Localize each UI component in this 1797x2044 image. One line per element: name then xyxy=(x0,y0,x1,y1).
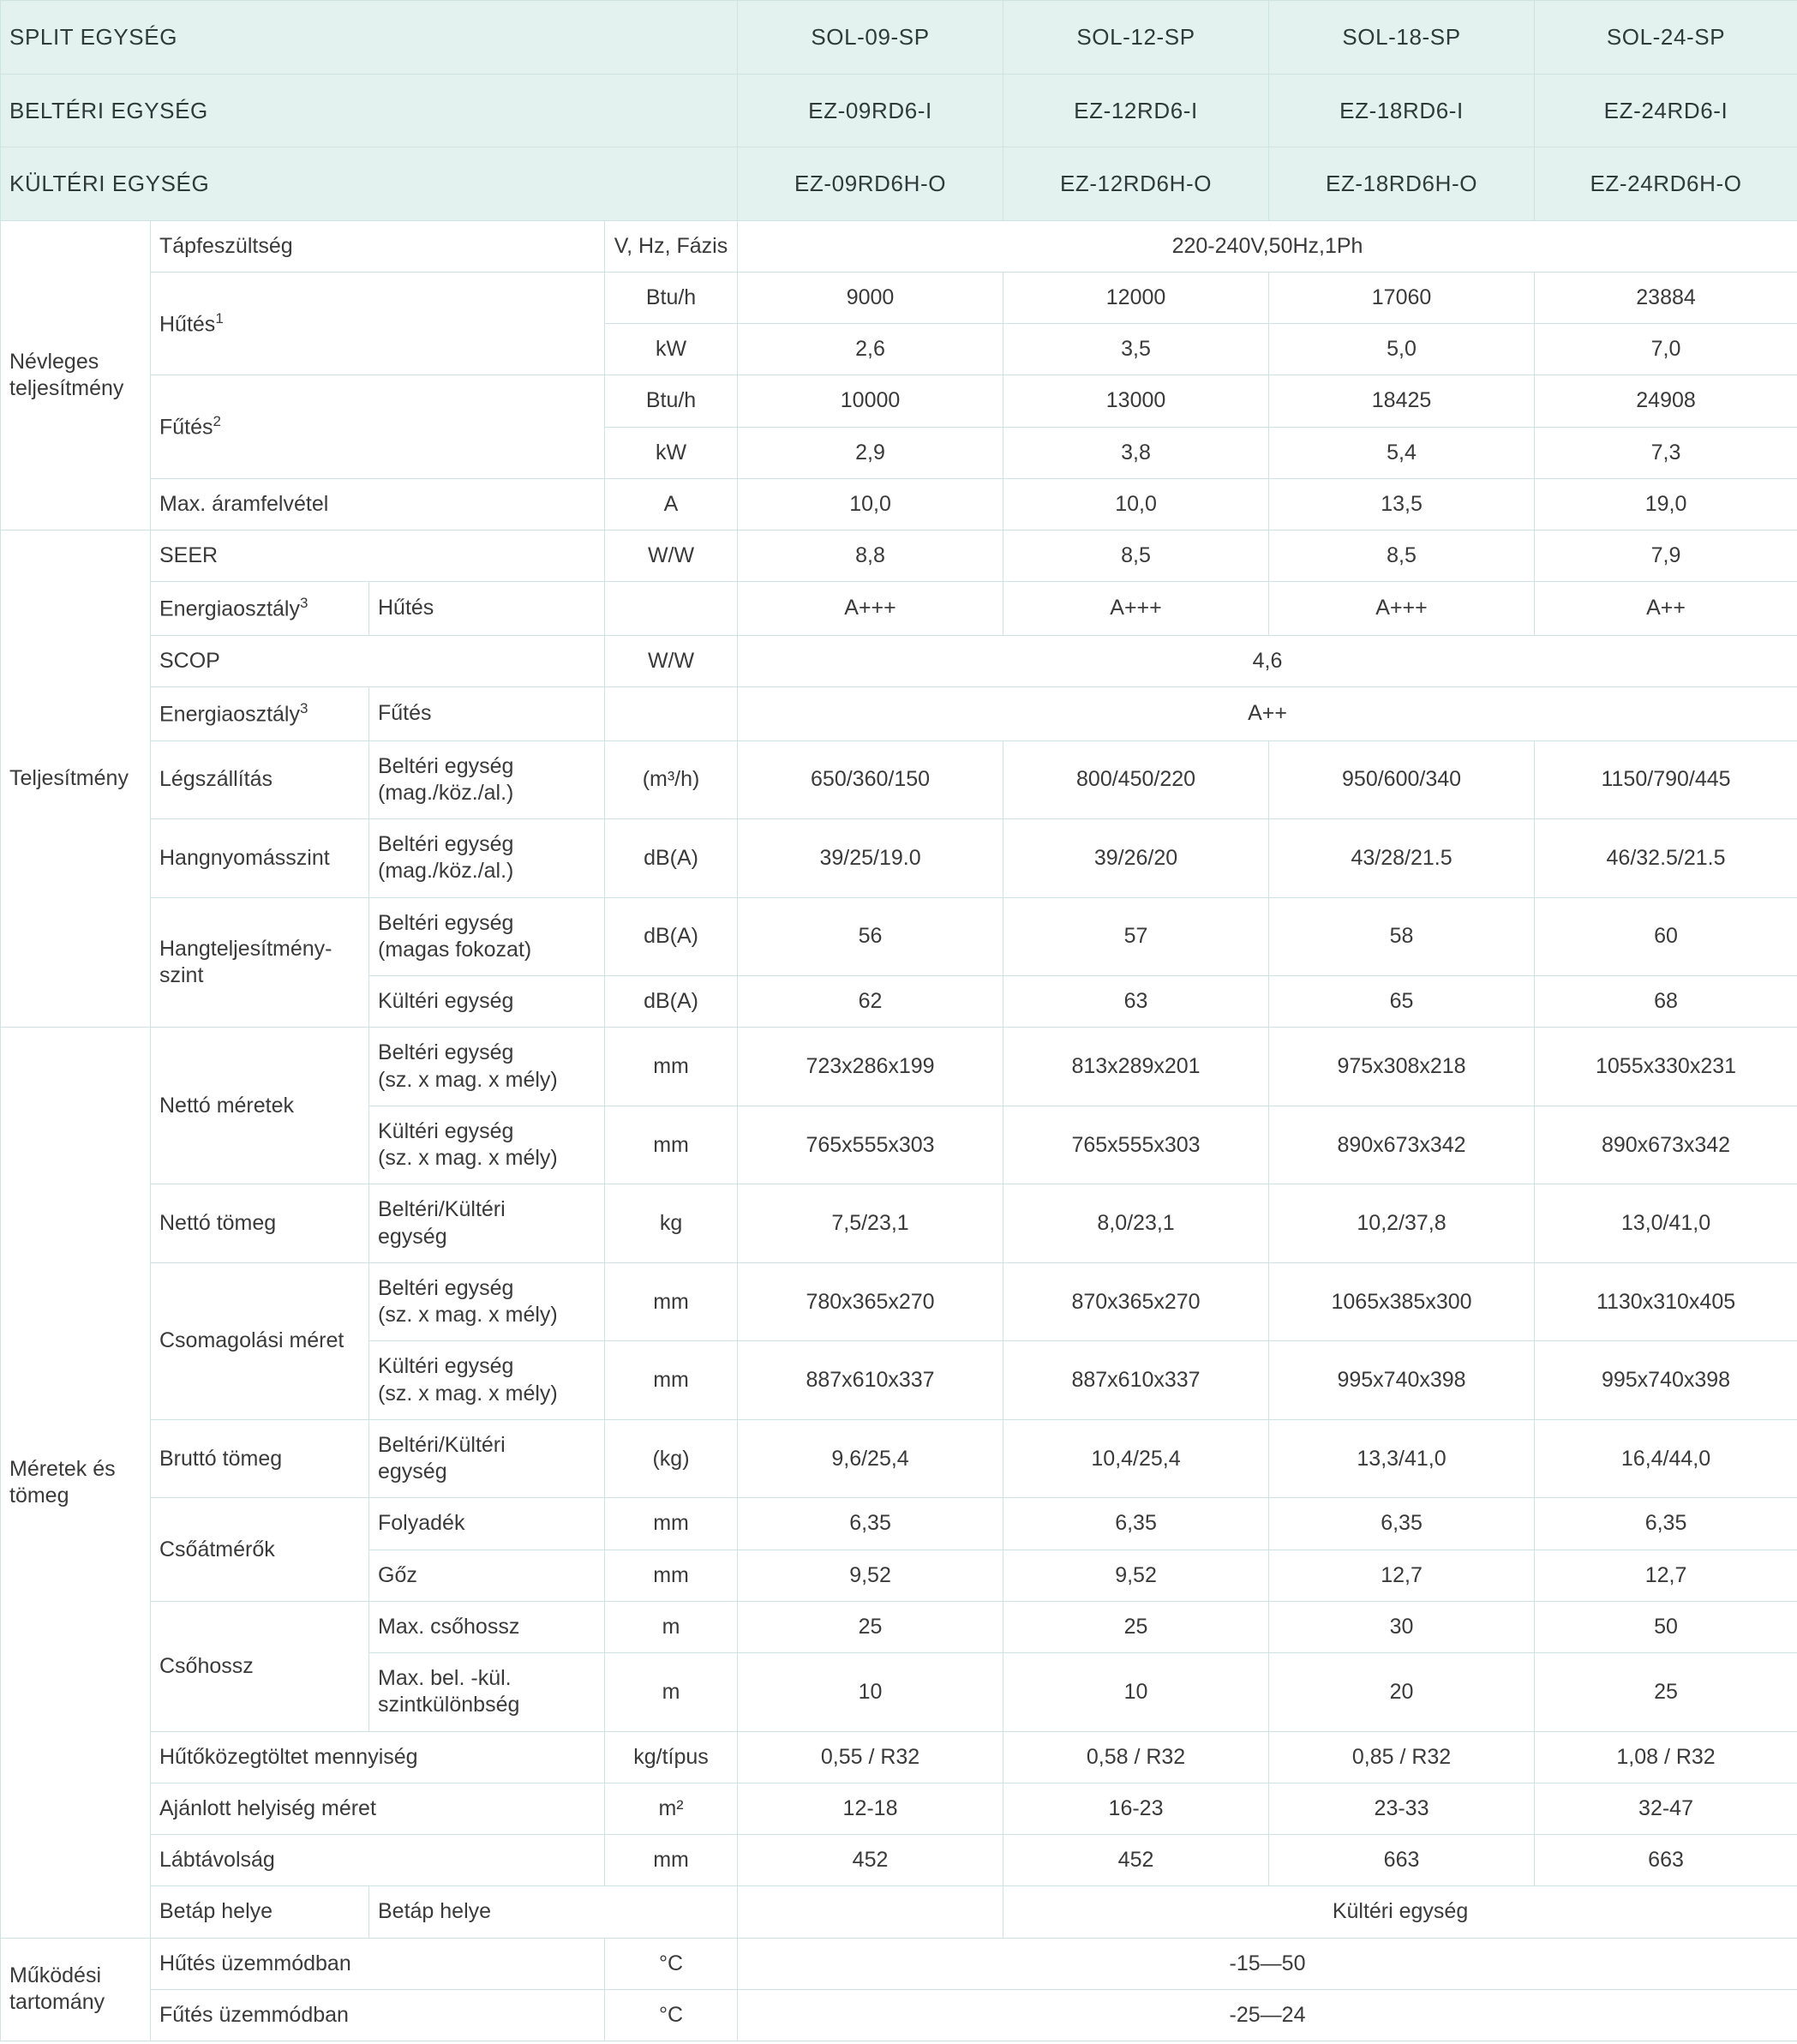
subparam-gross-weight-line1: Beltéri/Kültéri xyxy=(378,1432,506,1457)
value-packaging-outdoor-4: 995x740x398 xyxy=(1535,1341,1797,1420)
header-model-split-2: SOL-12-SP xyxy=(1003,1,1269,75)
param-sound-pressure: Hangnyomásszint xyxy=(151,819,369,898)
unit-sound-power-indoor: dB(A) xyxy=(605,897,738,976)
value-energy-class-cooling-4: A++ xyxy=(1535,582,1797,636)
subparam-air-flow xyxy=(369,740,605,819)
value-sound-power-indoor-2: 57 xyxy=(1003,897,1269,976)
subparam-gross-weight-line2: egység xyxy=(378,1460,447,1484)
value-net-dimensions-outdoor-1: 765x555x303 xyxy=(738,1106,1003,1184)
value-room-size-2: 16-23 xyxy=(1003,1783,1269,1834)
subparam-packaging-outdoor xyxy=(369,1341,605,1420)
value-packaging-outdoor-3: 995x740x398 xyxy=(1269,1341,1535,1420)
param-foot-distance: Lábtávolság xyxy=(151,1835,605,1886)
row-gross-weight xyxy=(1,1419,1797,1498)
value-heating-kw-3: 5,4 xyxy=(1269,427,1535,478)
unit-cooling-operating-range: °C xyxy=(605,1938,738,1989)
param-refrigerant-charge: Hűtőközegtöltet mennyiség xyxy=(151,1731,605,1783)
value-pipe-length-max-4: 50 xyxy=(1535,1601,1797,1652)
subparam-net-dimensions-outdoor xyxy=(369,1106,605,1184)
param-energy-class-heating-label: Energiaosztály xyxy=(159,702,300,727)
value-seer-2: 8,5 xyxy=(1003,530,1269,582)
param-energy-class-cooling-label: Energiaosztály xyxy=(159,596,300,621)
value-heating-btu-4: 24908 xyxy=(1535,375,1797,427)
subparam-sound-power-indoor-line1: Beltéri egység xyxy=(378,910,514,935)
value-air-flow-1: 650/360/150 xyxy=(738,740,1003,819)
value-sound-pressure-2: 39/26/20 xyxy=(1003,819,1269,898)
row-supply-voltage xyxy=(1,220,1797,272)
param-energy-class-heating xyxy=(151,687,369,741)
unit-pipe-diameter-gas: mm xyxy=(605,1549,738,1601)
unit-net-dimensions-indoor: mm xyxy=(605,1028,738,1106)
param-heating-operating-range: Fűtés üzemmódban xyxy=(151,1989,605,2041)
unit-heating-kw: kW xyxy=(605,427,738,478)
value-pipe-diameter-gas-4: 12,7 xyxy=(1535,1549,1797,1601)
value-packaging-indoor-4: 1130x310x405 xyxy=(1535,1262,1797,1341)
value-packaging-indoor-2: 870x365x270 xyxy=(1003,1262,1269,1341)
subparam-pipe-diameter-gas: Gőz xyxy=(369,1549,605,1601)
param-energy-class-cooling xyxy=(151,582,369,636)
value-packaging-indoor-1: 780x365x270 xyxy=(738,1262,1003,1341)
value-supply-voltage: 220-240V,50Hz,1Ph xyxy=(738,220,1797,272)
param-energy-class-cooling-footnote: 3 xyxy=(299,595,308,612)
value-energy-class-cooling-2: A+++ xyxy=(1003,582,1269,636)
value-room-size-4: 32-47 xyxy=(1535,1783,1797,1834)
unit-pipe-length-max: m xyxy=(605,1601,738,1652)
unit-scop: W/W xyxy=(605,635,738,686)
value-gross-weight-4: 16,4/44,0 xyxy=(1535,1419,1797,1498)
subparam-pipe-height-difference xyxy=(369,1653,605,1732)
value-max-current-4: 19,0 xyxy=(1535,478,1797,530)
param-heating xyxy=(151,375,605,479)
header-label-split: SPLIT EGYSÉG xyxy=(1,1,738,75)
header-model-outdoor-1: EZ-09RD6H-O xyxy=(738,147,1003,221)
value-air-flow-4: 1150/790/445 xyxy=(1535,740,1797,819)
value-sound-power-outdoor-2: 63 xyxy=(1003,976,1269,1028)
value-net-weight-2: 8,0/23,1 xyxy=(1003,1184,1269,1263)
subparam-sound-pressure-line2: (mag./köz./al.) xyxy=(378,859,514,884)
param-net-weight: Nettó tömeg xyxy=(151,1184,369,1263)
subparam-sound-pressure-line1: Beltéri egység xyxy=(378,832,514,857)
unit-max-current: A xyxy=(605,478,738,530)
subparam-net-weight-line2: egység xyxy=(378,1224,447,1249)
unit-pipe-diameter-liquid: mm xyxy=(605,1498,738,1549)
unit-packaging-outdoor: mm xyxy=(605,1341,738,1420)
value-foot-distance-2: 452 xyxy=(1003,1835,1269,1886)
value-energy-class-cooling-3: A+++ xyxy=(1269,582,1535,636)
param-pipe-diameters: Csőátmérők xyxy=(151,1498,369,1602)
value-room-size-1: 12-18 xyxy=(738,1783,1003,1834)
row-foot-distance xyxy=(1,1835,1797,1886)
subparam-pipe-diameter-liquid: Folyadék xyxy=(369,1498,605,1549)
unit-energy-class-heating xyxy=(605,687,738,741)
unit-cooling-kw: kW xyxy=(605,324,738,375)
value-pipe-height-1: 10 xyxy=(738,1653,1003,1732)
param-seer: SEER xyxy=(151,530,605,582)
value-cooling-btu-2: 12000 xyxy=(1003,272,1269,323)
param-packaging-size: Csomagolási méret xyxy=(151,1262,369,1419)
value-net-weight-3: 10,2/37,8 xyxy=(1269,1184,1535,1263)
value-pipe-diameter-liquid-1: 6,35 xyxy=(738,1498,1003,1549)
row-heating-btu xyxy=(1,375,1797,427)
row-net-dimensions-indoor xyxy=(1,1028,1797,1106)
value-foot-distance-4: 663 xyxy=(1535,1835,1797,1886)
unit-net-dimensions-outdoor: mm xyxy=(605,1106,738,1184)
value-heating-kw-4: 7,3 xyxy=(1535,427,1797,478)
header-model-outdoor-4: EZ-24RD6H-O xyxy=(1535,147,1797,221)
row-cooling-operating-range xyxy=(1,1938,1797,1989)
value-sound-power-outdoor-3: 65 xyxy=(1269,976,1535,1028)
subparam-energy-class-heating: Fűtés xyxy=(369,687,605,741)
param-air-flow: Légszállítás xyxy=(151,740,369,819)
subparam-gross-weight xyxy=(369,1419,605,1498)
unit-refrigerant-charge: kg/típus xyxy=(605,1731,738,1783)
value-max-current-3: 13,5 xyxy=(1269,478,1535,530)
value-pipe-length-max-1: 25 xyxy=(738,1601,1003,1652)
param-power-point: Betáp helye xyxy=(369,1886,738,1938)
value-net-weight-1: 7,5/23,1 xyxy=(738,1184,1003,1263)
value-max-current-2: 10,0 xyxy=(1003,478,1269,530)
param-cooling-footnote: 1 xyxy=(215,309,224,327)
value-refrigerant-2: 0,58 / R32 xyxy=(1003,1731,1269,1783)
value-net-dimensions-outdoor-4: 890x673x342 xyxy=(1535,1106,1797,1184)
value-sound-pressure-4: 46/32.5/21.5 xyxy=(1535,819,1797,898)
value-seer-4: 7,9 xyxy=(1535,530,1797,582)
value-air-flow-3: 950/600/340 xyxy=(1269,740,1535,819)
subparam-packaging-indoor-line1: Beltéri egység xyxy=(378,1275,514,1300)
row-pipe-diameter-liquid xyxy=(1,1498,1797,1549)
param-cooling xyxy=(151,272,605,375)
header-model-indoor-3: EZ-18RD6-I xyxy=(1269,74,1535,147)
value-net-dimensions-outdoor-2: 765x555x303 xyxy=(1003,1106,1269,1184)
value-sound-power-indoor-3: 58 xyxy=(1269,897,1535,976)
unit-seer: W/W xyxy=(605,530,738,582)
subparam-air-flow-line2: (mag./köz./al.) xyxy=(378,780,514,805)
value-pipe-diameter-liquid-3: 6,35 xyxy=(1269,1498,1535,1549)
header-model-split-1: SOL-09-SP xyxy=(738,1,1003,75)
unit-air-flow: (m³/h) xyxy=(605,740,738,819)
unit-packaging-indoor: mm xyxy=(605,1262,738,1341)
param-scop: SCOP xyxy=(151,635,605,686)
unit-sound-power-outdoor: dB(A) xyxy=(605,976,738,1028)
unit-net-weight: kg xyxy=(605,1184,738,1263)
row-recommended-room-size xyxy=(1,1783,1797,1834)
param-energy-class-heating-footnote: 3 xyxy=(299,700,308,717)
value-seer-1: 8,8 xyxy=(738,530,1003,582)
subparam-air-flow-line1: Beltéri egység xyxy=(378,753,514,778)
subparam-sound-power-indoor xyxy=(369,897,605,976)
value-heating-operating-range: -25—24 xyxy=(738,1989,1797,2041)
subparam-packaging-outdoor-line1: Kültéri egység xyxy=(378,1354,514,1379)
param-pipe-length: Csőhossz xyxy=(151,1601,369,1731)
row-max-current xyxy=(1,478,1797,530)
value-pipe-diameter-liquid-2: 6,35 xyxy=(1003,1498,1269,1549)
param-sound-power: Hangteljesítmény-szint xyxy=(151,897,369,1028)
subparam-sound-power-outdoor: Kültéri egység xyxy=(369,976,605,1028)
value-room-size-3: 23-33 xyxy=(1269,1783,1535,1834)
header-label-indoor: BELTÉRI EGYSÉG xyxy=(1,74,738,147)
value-cooling-kw-1: 2,6 xyxy=(738,324,1003,375)
subparam-packaging-outdoor-line2: (sz. x mag. x mély) xyxy=(378,1381,558,1406)
value-packaging-indoor-3: 1065x385x300 xyxy=(1269,1262,1535,1341)
value-pipe-height-4: 25 xyxy=(1535,1653,1797,1732)
row-sound-pressure xyxy=(1,819,1797,898)
value-scop: 4,6 xyxy=(738,635,1797,686)
value-packaging-outdoor-1: 887x610x337 xyxy=(738,1341,1003,1420)
row-seer xyxy=(1,530,1797,582)
subparam-sound-power-indoor-line2: (magas fokozat) xyxy=(378,937,532,962)
row-sound-power-indoor xyxy=(1,897,1797,976)
header-model-outdoor-2: EZ-12RD6H-O xyxy=(1003,147,1269,221)
subparam-pipe-height-line1: Max. bel. -kül. xyxy=(378,1666,512,1691)
row-energy-class-heating xyxy=(1,687,1797,741)
value-gross-weight-2: 10,4/25,4 xyxy=(1003,1419,1269,1498)
value-net-dimensions-indoor-1: 723x286x199 xyxy=(738,1028,1003,1106)
value-pipe-length-max-3: 30 xyxy=(1269,1601,1535,1652)
subparam-pipe-height-line2: szintkülönbség xyxy=(378,1693,520,1717)
subparam-net-weight-line1: Beltéri/Kültéri xyxy=(378,1197,506,1222)
header-row-indoor xyxy=(1,74,1797,147)
value-pipe-diameter-gas-2: 9,52 xyxy=(1003,1549,1269,1601)
value-heating-btu-3: 18425 xyxy=(1269,375,1535,427)
unit-recommended-room-size: m² xyxy=(605,1783,738,1834)
value-sound-power-outdoor-1: 62 xyxy=(738,976,1003,1028)
value-sound-pressure-1: 39/25/19.0 xyxy=(738,819,1003,898)
value-power-point: Kültéri egység xyxy=(1003,1886,1797,1938)
unit-power-point xyxy=(738,1886,1003,1938)
value-heating-kw-2: 3,8 xyxy=(1003,427,1269,478)
value-net-dimensions-indoor-4: 1055x330x231 xyxy=(1535,1028,1797,1106)
value-gross-weight-1: 9,6/25,4 xyxy=(738,1419,1003,1498)
group-nominal-capacity: Névleges teljesítmény xyxy=(1,220,151,530)
subparam-net-dimensions-outdoor-line2: (sz. x mag. x mély) xyxy=(378,1146,558,1171)
value-cooling-btu-4: 23884 xyxy=(1535,272,1797,323)
value-refrigerant-1: 0,55 / R32 xyxy=(738,1731,1003,1783)
unit-foot-distance: mm xyxy=(605,1835,738,1886)
subparam-energy-class-cooling: Hűtés xyxy=(369,582,605,636)
value-heating-btu-1: 10000 xyxy=(738,375,1003,427)
value-heating-btu-2: 13000 xyxy=(1003,375,1269,427)
value-pipe-diameter-liquid-4: 6,35 xyxy=(1535,1498,1797,1549)
value-foot-distance-3: 663 xyxy=(1269,1835,1535,1886)
subparam-net-dimensions-indoor xyxy=(369,1028,605,1106)
unit-heating-operating-range: °C xyxy=(605,1989,738,2041)
param-cooling-label: Hűtés xyxy=(159,312,216,337)
row-packaging-indoor xyxy=(1,1262,1797,1341)
value-net-dimensions-outdoor-3: 890x673x342 xyxy=(1269,1106,1535,1184)
value-pipe-height-3: 20 xyxy=(1269,1653,1535,1732)
unit-sound-pressure: dB(A) xyxy=(605,819,738,898)
param-heating-label: Fűtés xyxy=(159,415,213,440)
param-supply-voltage: Tápfeszültség xyxy=(151,220,605,272)
subparam-net-weight xyxy=(369,1184,605,1263)
group-performance: Teljesítmény xyxy=(1,530,151,1028)
value-sound-power-indoor-1: 56 xyxy=(738,897,1003,976)
param-cooling-operating-range: Hűtés üzemmódban xyxy=(151,1938,605,1989)
row-heating-operating-range xyxy=(1,1989,1797,2041)
header-model-indoor-2: EZ-12RD6-I xyxy=(1003,74,1269,147)
subparam-packaging-indoor-line2: (sz. x mag. x mély) xyxy=(378,1303,558,1328)
value-foot-distance-1: 452 xyxy=(738,1835,1003,1886)
value-sound-pressure-3: 43/28/21.5 xyxy=(1269,819,1535,898)
group-operating-range: Működési tartomány xyxy=(1,1938,151,2041)
group-power-point: Betáp helye xyxy=(151,1886,369,1938)
subparam-net-dimensions-indoor-line1: Beltéri egység xyxy=(378,1040,514,1065)
value-cooling-kw-2: 3,5 xyxy=(1003,324,1269,375)
param-heating-footnote: 2 xyxy=(213,413,221,430)
value-cooling-kw-4: 7,0 xyxy=(1535,324,1797,375)
header-row-split xyxy=(1,1,1797,75)
row-cooling-btu xyxy=(1,272,1797,323)
row-net-weight xyxy=(1,1184,1797,1263)
value-cooling-btu-1: 9000 xyxy=(738,272,1003,323)
header-model-outdoor-3: EZ-18RD6H-O xyxy=(1269,147,1535,221)
value-cooling-btu-3: 17060 xyxy=(1269,272,1535,323)
unit-supply-voltage: V, Hz, Fázis xyxy=(605,220,738,272)
header-model-indoor-1: EZ-09RD6-I xyxy=(738,74,1003,147)
value-refrigerant-4: 1,08 / R32 xyxy=(1535,1731,1797,1783)
header-model-split-4: SOL-24-SP xyxy=(1535,1,1797,75)
value-pipe-diameter-gas-1: 9,52 xyxy=(738,1549,1003,1601)
unit-heating-btu: Btu/h xyxy=(605,375,738,427)
param-net-dimensions: Nettó méretek xyxy=(151,1028,369,1184)
subparam-pipe-length-max: Max. csőhossz xyxy=(369,1601,605,1652)
unit-gross-weight: (kg) xyxy=(605,1419,738,1498)
value-pipe-diameter-gas-3: 12,7 xyxy=(1269,1549,1535,1601)
value-max-current-1: 10,0 xyxy=(738,478,1003,530)
row-refrigerant-charge xyxy=(1,1731,1797,1783)
unit-energy-class-cooling xyxy=(605,582,738,636)
value-heating-kw-1: 2,9 xyxy=(738,427,1003,478)
value-pipe-height-2: 10 xyxy=(1003,1653,1269,1732)
header-row-outdoor xyxy=(1,147,1797,221)
param-max-current: Max. áramfelvétel xyxy=(151,478,605,530)
value-air-flow-2: 800/450/220 xyxy=(1003,740,1269,819)
row-energy-class-cooling xyxy=(1,582,1797,636)
value-net-dimensions-indoor-2: 813x289x201 xyxy=(1003,1028,1269,1106)
value-sound-power-indoor-4: 60 xyxy=(1535,897,1797,976)
header-label-outdoor: KÜLTÉRI EGYSÉG xyxy=(1,147,738,221)
param-gross-weight: Bruttó tömeg xyxy=(151,1419,369,1498)
value-gross-weight-3: 13,3/41,0 xyxy=(1269,1419,1535,1498)
subparam-packaging-indoor xyxy=(369,1262,605,1341)
value-cooling-kw-3: 5,0 xyxy=(1269,324,1535,375)
header-model-indoor-4: EZ-24RD6-I xyxy=(1535,74,1797,147)
group-dimensions-weight: Méretek és tömeg xyxy=(1,1028,151,1938)
subparam-net-dimensions-indoor-line2: (sz. x mag. x mély) xyxy=(378,1067,558,1092)
subparam-sound-pressure xyxy=(369,819,605,898)
row-pipe-length-max xyxy=(1,1601,1797,1652)
value-packaging-outdoor-2: 887x610x337 xyxy=(1003,1341,1269,1420)
value-pipe-length-max-2: 25 xyxy=(1003,1601,1269,1652)
row-scop xyxy=(1,635,1797,686)
unit-pipe-height-difference: m xyxy=(605,1653,738,1732)
subparam-net-dimensions-outdoor-line1: Kültéri egység xyxy=(378,1118,514,1143)
row-power-point xyxy=(1,1886,1797,1938)
value-energy-class-cooling-1: A+++ xyxy=(738,582,1003,636)
value-net-weight-4: 13,0/41,0 xyxy=(1535,1184,1797,1263)
value-energy-class-heating: A++ xyxy=(738,687,1797,741)
value-cooling-operating-range: -15—50 xyxy=(738,1938,1797,1989)
param-recommended-room-size: Ajánlott helyiség méret xyxy=(151,1783,605,1834)
row-air-flow xyxy=(1,740,1797,819)
value-sound-power-outdoor-4: 68 xyxy=(1535,976,1797,1028)
value-refrigerant-3: 0,85 / R32 xyxy=(1269,1731,1535,1783)
value-net-dimensions-indoor-3: 975x308x218 xyxy=(1269,1028,1535,1106)
header-model-split-3: SOL-18-SP xyxy=(1269,1,1535,75)
value-seer-3: 8,5 xyxy=(1269,530,1535,582)
unit-cooling-btu: Btu/h xyxy=(605,272,738,323)
